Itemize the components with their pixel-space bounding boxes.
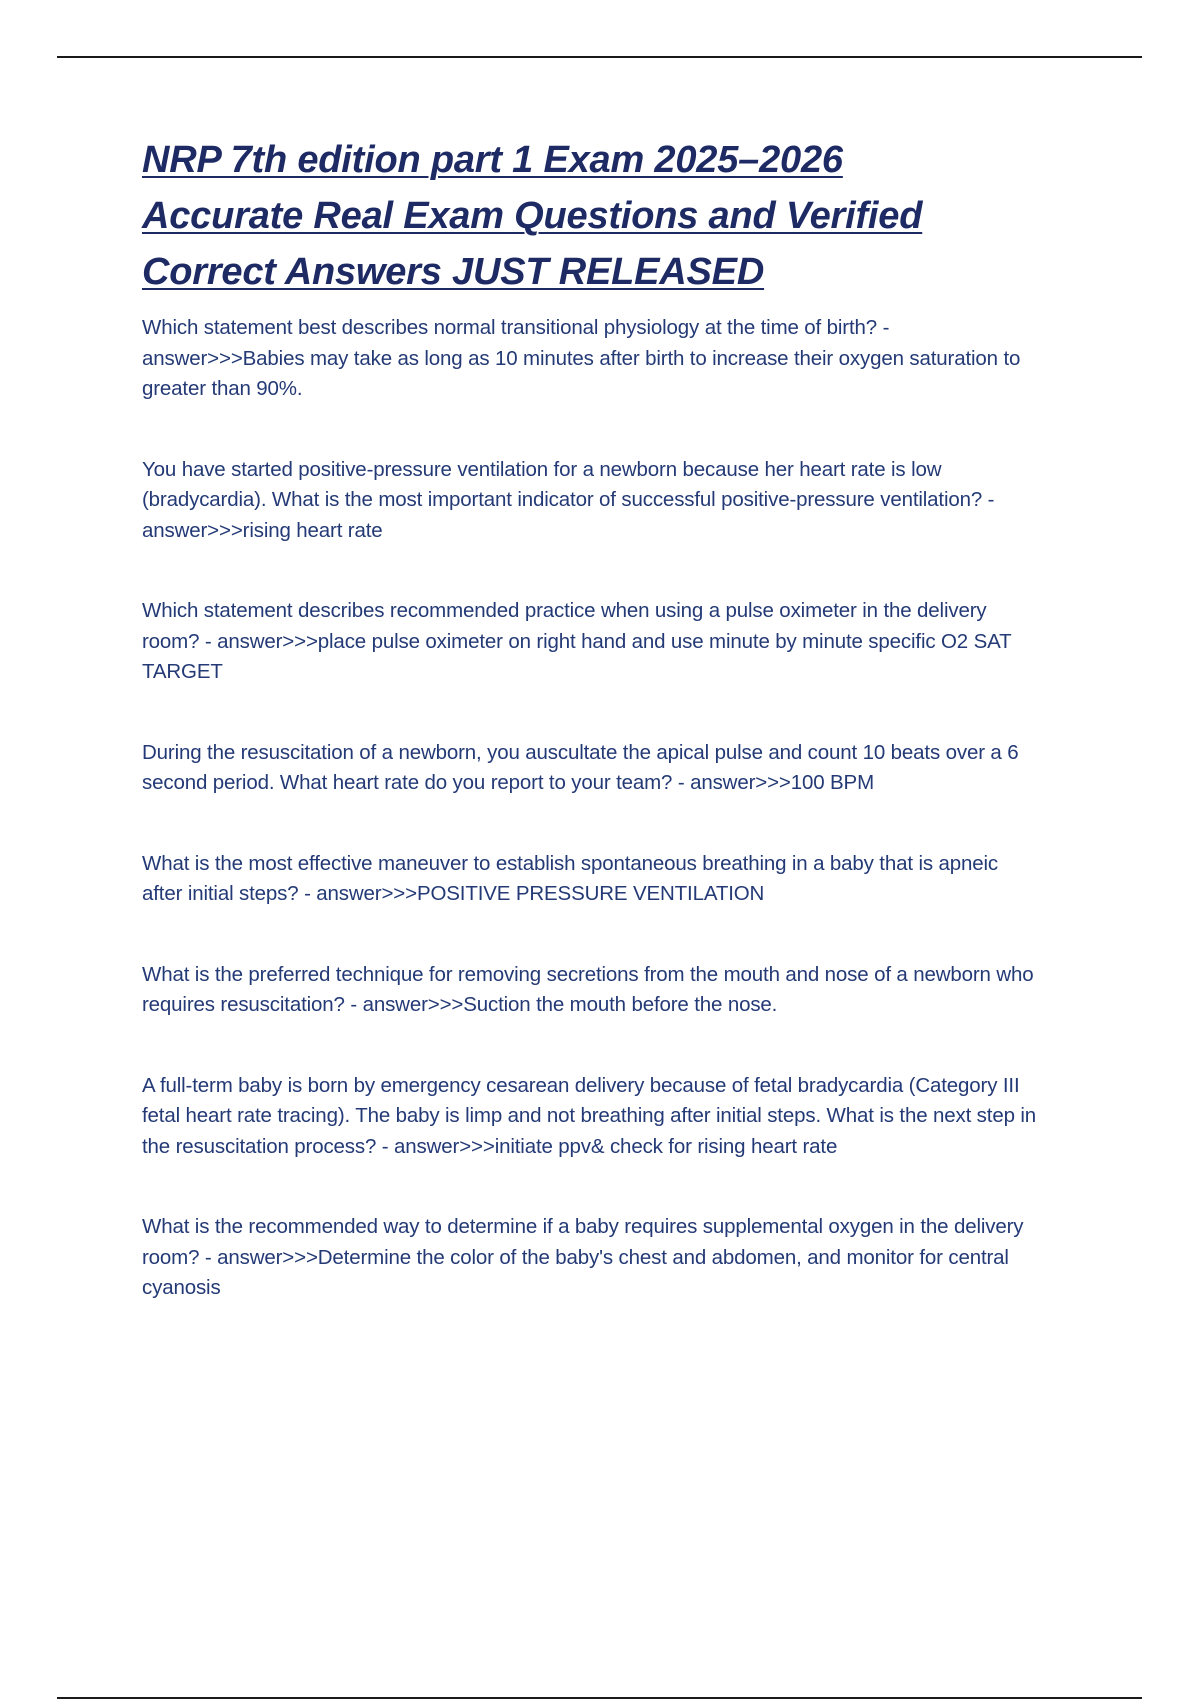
document-body [142,132,1042,1354]
answer-text: POSITIVE PRESSURE VENTILATION [416,882,765,905]
qa-item [142,1212,1042,1304]
title-line: Correct Answers JUST RELEASED [142,251,765,293]
answer-separator: - answer>>> [376,1134,495,1158]
answer-text: 100 BPM [790,771,874,794]
document-title [142,132,1042,300]
top-rule [57,56,1142,58]
answer-separator: - answer>>> [199,1245,318,1269]
qa-item [142,1071,1042,1163]
qa-item [142,313,1042,405]
question-text: What is the preferred technique for removing secretions from the mouth and nose of a newborn who requires resuscitation? [142,962,1034,1016]
question-text: What is the recommended way to determine if a baby requires supplemental oxygen in the delivery room? [142,1215,1024,1269]
answer-text: place pulse oximeter on right hand and use minute by minute specific O2 SAT TARGET [142,629,1012,683]
answer-separator: - answer>>> [298,882,417,905]
qa-item [142,455,1042,547]
qa-item [142,960,1042,1021]
answer-text: Determine the color of the baby's chest and abdomen, and monitor for central cyanosis [142,1245,1009,1299]
question-text: Which statement best describes normal transitional physiology at the time of birth? [142,316,878,339]
question-text: During the resuscitation of a newborn, you auscultate the apical pulse and count 10 beats over a 6 second period. What heart rate do you report to your team? [142,740,1019,794]
answer-text: Babies may take as long as 10 minutes after birth to increase their oxygen saturation to greater than 90%. [142,346,1021,400]
answer-separator: - answer>>> [142,316,890,370]
title-line: Accurate Real Exam Questions and Verified [142,195,923,237]
answer-separator: - answer>>> [672,771,791,794]
qa-item [142,738,1042,799]
title-line: NRP 7th edition part 1 Exam 2025–2026 [142,139,843,181]
question-text: Which statement describes recommended practice when using a pulse oximeter in the delivery room? [142,599,987,653]
question-text: A full-term baby is born by emergency cesarean delivery because of fetal bradycardia (Category III fetal heart rate tracing). The baby is limp and not breathing after initial steps. What is the next step in the resuscitation process? [142,1073,1037,1158]
bottom-rule [57,1697,1142,1699]
answer-separator: - answer>>> [142,488,995,542]
qa-item [142,596,1042,688]
question-text: What is the most effective maneuver to establish spontaneous breathing in a baby that is apneic after initial steps? [142,851,998,905]
answer-text: rising heart rate [242,518,383,542]
answer-separator: - answer>>> [344,993,464,1016]
qa-item [142,849,1042,910]
answer-text: Suction the mouth before the nose. [463,993,778,1016]
question-text: You have started positive-pressure ventilation for a newborn because her heart rate is low (bradycardia). What is the most important indicator of successful positive-pressure ventilation? [142,457,983,511]
answer-text: initiate ppv& check for rising heart rate [494,1134,838,1158]
answer-separator: - answer>>> [199,629,318,653]
